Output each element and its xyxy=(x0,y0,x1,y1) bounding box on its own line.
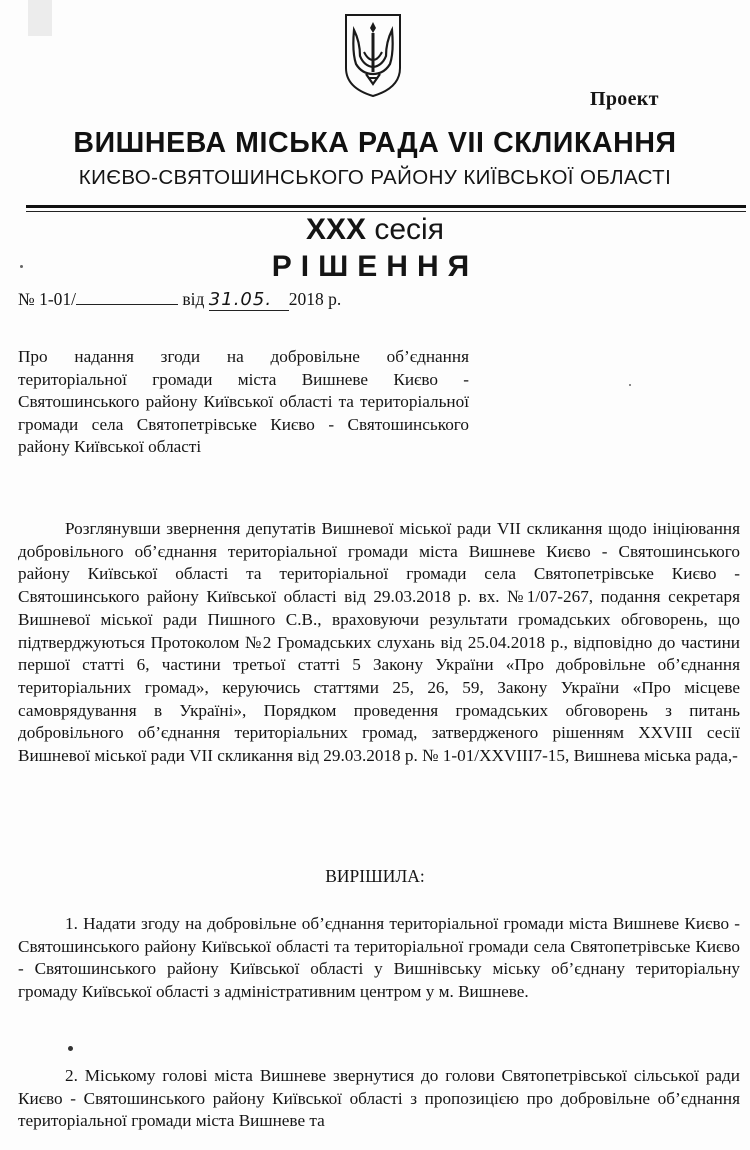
decision-date-word: від xyxy=(182,289,205,309)
resolved-heading: ВИРІШИЛА: xyxy=(325,866,425,886)
preamble-paragraph: Розглянувши звернення депутатів Вишневої міської ради VII скликання щодо ініціювання добровільного об’єднання територіальної громади міста Вишневе Києво - Святошинського району Київської області та територіальної громади села Святопетрівське Києво - Святошинського району Київської області від 29.03.2018 р. вх. №1/07-267, подання секретаря Вишневої міської ради Пишного С.В., враховуючи результати громадських обговорень, що підтверджуються Протоколом №2 Громадських слухань від 25.04.2018 р., відповідно до частини першої статті 6, частини третьої статті 5 Закону України «Про добровільне об’єднання територіальних громад», керуючись статтями 25, 26, 59, Закону України «Про місцеве самоврядування в Україні», Порядком проведення громадських обговорень з питань добровільного об’єднання територіальних громад, затвердженого рішенням XXVIII сесії Вишневої міської ради VII скликання від 29.03.2018 р. № 1-01/XXVIII7-15, Вишнева міська рада,- xyxy=(18,519,740,766)
scan-speck xyxy=(629,384,631,386)
project-label: Проект xyxy=(590,88,659,110)
scan-speck xyxy=(68,1046,73,1051)
session-number: XXX xyxy=(306,213,367,246)
decision-number-blank xyxy=(76,290,178,305)
resolution-item-2: 2. Міському голові міста Вишневе звернутися до голови Святопетрівської сільської ради Києво - Святошинського району Київської області з пропозицією про добровільне об’єднання територіальної громади міста Вишневе та xyxy=(18,1066,740,1131)
session-heading xyxy=(0,213,750,247)
decision-year: 2018 р. xyxy=(288,289,342,309)
header-divider-thick xyxy=(26,205,746,208)
decision-number-prefix: № 1-01/ xyxy=(18,289,77,309)
council-district: КИЄВО-СВЯТОШИНСЬКОГО РАЙОНУ КИЇВСЬКОЇ ОБЛАСТІ xyxy=(78,166,672,189)
scan-speck xyxy=(20,265,23,268)
trident-coat-of-arms-icon xyxy=(342,12,404,98)
council-title: ВИШНЕВА МІСЬКА РАДА VII СКЛИКАННЯ xyxy=(73,127,677,159)
decision-date-handwritten: 31.05. xyxy=(209,289,289,311)
header-divider-thin xyxy=(26,211,746,212)
decision-subject: Про надання згоди на добровільне об’єднання територіальної громади міста Вишневе Києво - Святошинського району Київської області та територіальної громади села Святопетрівське Києво - Святошинського району Київської області xyxy=(18,347,469,457)
resolution-item-1: 1. Надати згоду на добровільне об’єднання територіальної громади міста Вишневе Києво - Святошинського району Київської області та територіальної громади села Святопетрівське Києво - Святошинського району Київської області у Вишнівську міську об’єднану територіальну громаду Київської області з адміністративним центром у м. Вишневе. xyxy=(18,914,740,1001)
session-word: сесія xyxy=(374,213,444,246)
document-type-heading: РІШЕННЯ xyxy=(271,250,479,283)
scan-corner-mark xyxy=(28,0,52,36)
decision-number-line xyxy=(18,289,341,311)
